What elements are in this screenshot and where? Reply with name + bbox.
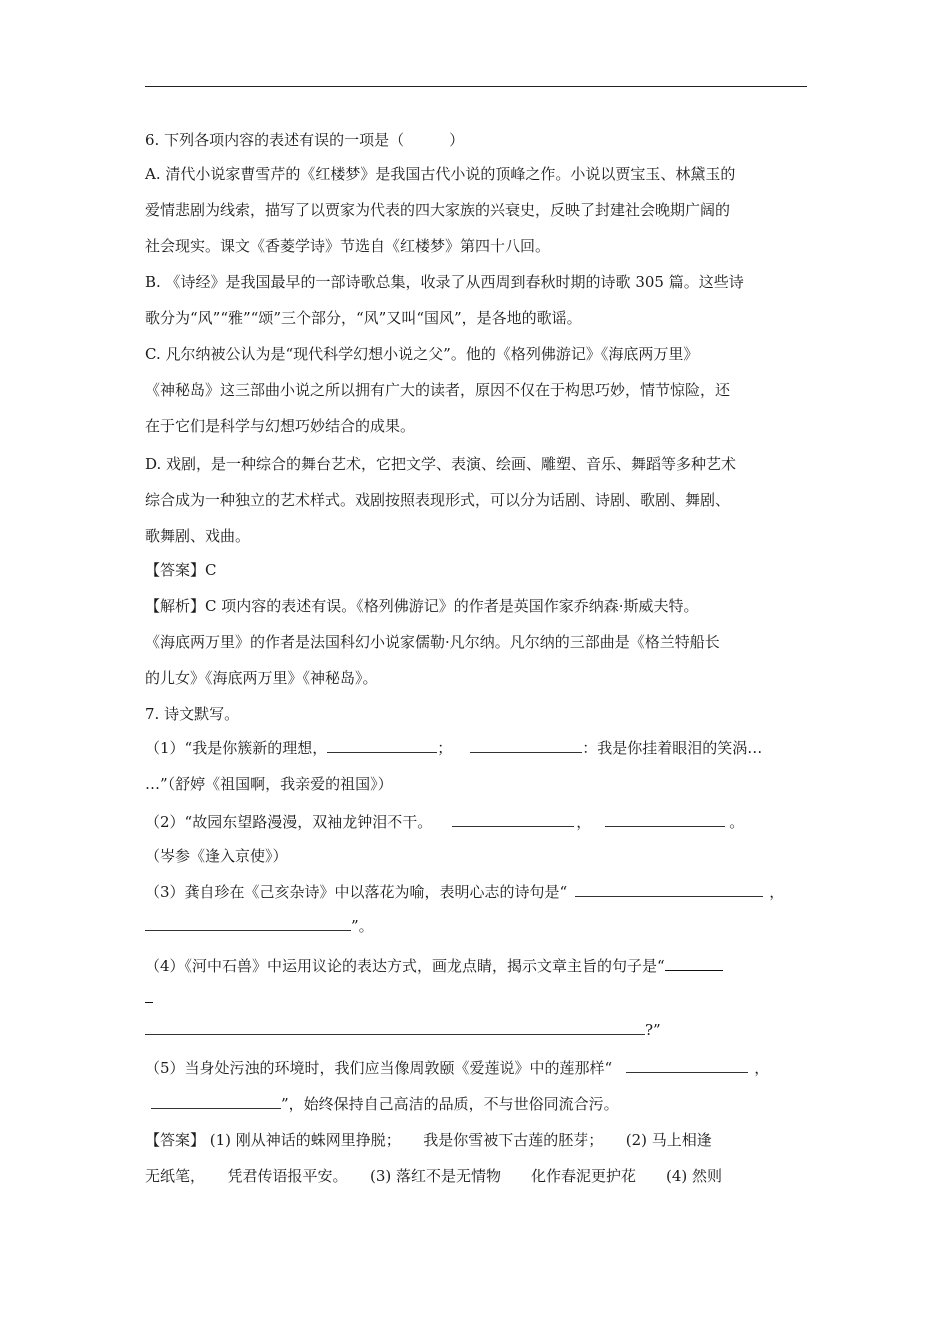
- q6-option-a-line-2: 爱情悲剧为线索，描写了以贾家为代表的四大家族的兴衰史，反映了封建社会晚期广阔的: [145, 201, 731, 219]
- q6-option-b-line-1: B. 《诗经》是我国最早的一部诗歌总集，收录了从西周到春秋时期的诗歌 305 篇。这些诗: [145, 273, 744, 291]
- q7-item-5: [145, 1058, 769, 1078]
- q7-item-2-source: （岑参《逢入京使》）: [145, 847, 288, 865]
- q7-item-1-cont: …”（舒婷《祖国啊，我亲爱的祖国》）: [145, 775, 393, 793]
- q7-item-2: [145, 812, 744, 832]
- q6-option-d-line-1: D. 戏剧，是一种综合的舞台艺术，它把文学、表演、绘画、雕塑、音乐、舞蹈等多种艺术: [145, 455, 737, 473]
- answer-blank[interactable]: [145, 1020, 645, 1035]
- answer-blank[interactable]: [665, 956, 723, 971]
- q7-item-5-prefix: （5）当身处污浊的环境时，我们应当像周敦颐《爱莲说》中的莲那样“: [145, 1059, 613, 1077]
- q7-item-4-prefix: （4）《河中石兽》中运用议论的表达方式，画龙点睛，揭示文章主旨的句子是“: [145, 957, 665, 975]
- q7-item-1-suffix: ：我是你挂着眼泪的笑涡…: [582, 739, 763, 757]
- q7-item-4-cont-1: [145, 988, 153, 1008]
- answer-blank[interactable]: [470, 738, 582, 753]
- q6-option-a-line-3: 社会现实。课文《香菱学诗》节选自《红楼梦》第四十八回。: [145, 237, 551, 255]
- q7-item-1-prefix: （1）“我是你簇新的理想，: [145, 739, 328, 757]
- answer-blank[interactable]: [145, 988, 153, 1003]
- q7-item-4-end: ?”: [645, 1021, 661, 1039]
- q6-stem: 6. 下列各项内容的表述有误的一项是（ ）: [145, 131, 465, 149]
- q7-item-4-cont-2: [145, 1020, 661, 1040]
- q7-item-2-prefix: （2）“故园东望路漫漫，双袖龙钟泪不干。: [145, 813, 433, 831]
- q6-analysis-line-1: 【解析】C 项内容的表述有误。《格列佛游记》的作者是英国作家乔纳森·斯威夫特。: [145, 597, 699, 615]
- answer-blank[interactable]: [605, 812, 725, 827]
- q6-option-d-line-3: 歌舞剧、戏曲。: [145, 527, 251, 545]
- q7-stem: 7. 诗文默写。: [145, 705, 240, 723]
- answer-blank[interactable]: [327, 738, 437, 753]
- q7-item-5-sep: ，: [754, 1059, 770, 1077]
- q6-option-a-line-1: A. 清代小说家曹雪芹的《红楼梦》是我国古代小说的顶峰之作。小说以贾宝玉、林黛玉的: [145, 165, 736, 183]
- q7-answer-line-1: 【答案】 (1) 刚从神话的蛛网里挣脱； 我是你雪被下古莲的胚芽； (2) 马上相逢: [145, 1131, 712, 1149]
- answer-blank[interactable]: [626, 1058, 748, 1073]
- q6-option-c-line-1: C. 凡尔纳被公认为是“现代科学幻想小说之父”。他的《格列佛游记》《海底两万里》: [145, 345, 699, 363]
- q6-answer: 【答案】C: [145, 561, 217, 579]
- answer-blank[interactable]: [145, 916, 351, 931]
- q7-item-5-cont: [145, 1094, 619, 1114]
- q6-analysis-line-2: 《海底两万里》的作者是法国科幻小说家儒勒·凡尔纳。凡尔纳的三部曲是《格兰特船长: [145, 633, 720, 651]
- q7-item-3-prefix: （3）龚自珍在《己亥杂诗》中以落花为喻，表明心志的诗句是“: [145, 883, 568, 901]
- q7-item-3-cont: [145, 916, 374, 936]
- q7-item-3: [145, 882, 784, 902]
- q6-option-c-line-2: 《神秘岛》这三部曲小说之所以拥有广大的读者，原因不仅在于构思巧妙，情节惊险，还: [145, 381, 731, 399]
- q7-item-3-sep: ，: [769, 883, 785, 901]
- answer-blank[interactable]: [151, 1094, 281, 1109]
- q7-item-2-end: 。: [729, 813, 745, 831]
- q6-option-b-line-2: 歌分为“风”“雅”“颂”三个部分，“风”又叫“国风”，是各地的歌谣。: [145, 309, 582, 327]
- q7-item-4: [145, 956, 723, 976]
- q7-item-3-end: ”。: [351, 917, 374, 935]
- q7-item-1: [145, 738, 762, 758]
- answer-blank[interactable]: [575, 882, 763, 897]
- q7-answer-line-2: 无纸笔， 凭君传语报平安。 (3) 落红不是无情物 化作春泥更护花 (4) 然则: [145, 1167, 723, 1185]
- q6-option-c-line-3: 在于它们是科学与幻想巧妙结合的成果。: [145, 417, 416, 435]
- q6-analysis-line-3: 的儿女》《海底两万里》《神秘岛》。: [145, 669, 378, 687]
- header-rule: [145, 86, 807, 87]
- q7-item-2-sep: ，: [576, 813, 592, 831]
- q7-item-1-sep: ；: [437, 739, 453, 757]
- answer-blank[interactable]: [452, 812, 574, 827]
- q7-item-5-suffix: ”，始终保持自己高洁的品质，不与世俗同流合污。: [281, 1095, 619, 1113]
- q6-option-d-line-2: 综合成为一种独立的艺术样式。戏剧按照表现形式，可以分为话剧、诗剧、歌剧、舞剧、: [145, 491, 731, 509]
